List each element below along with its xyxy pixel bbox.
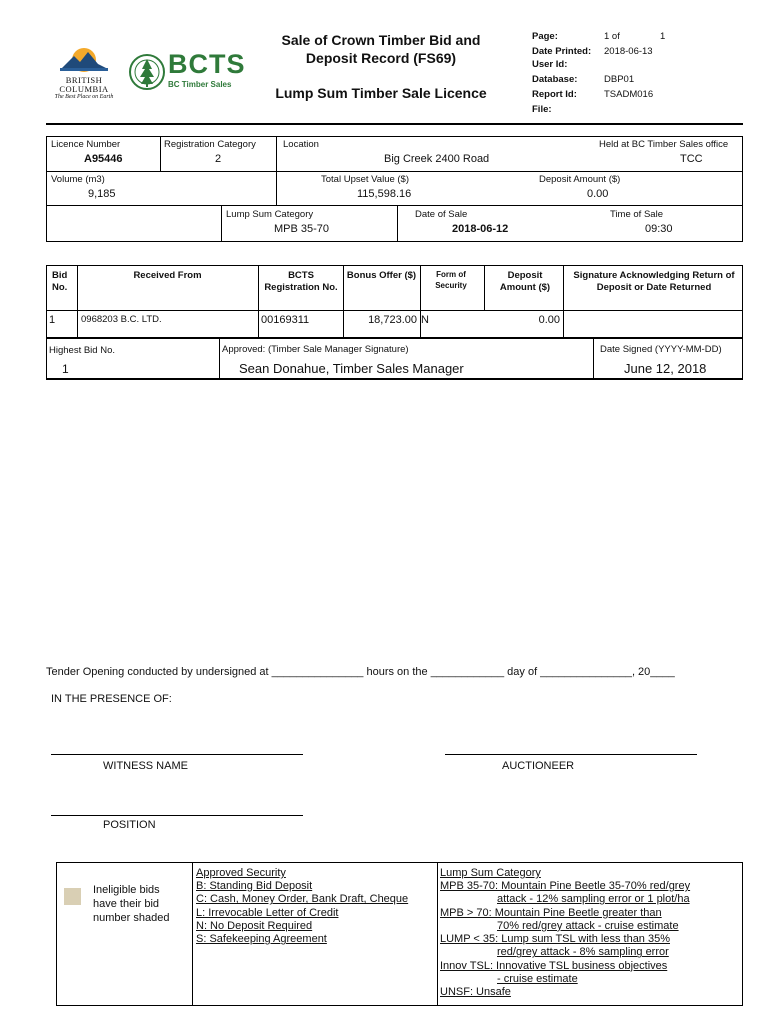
ineligible-note: Ineligible bids have their bid number shaded (93, 884, 170, 924)
report-label: Report Id: (532, 89, 577, 100)
user-label: User Id: (532, 59, 568, 70)
security-item: L: Irrevocable Letter of Credit (196, 906, 339, 919)
page-label: Page: (532, 31, 558, 42)
lump-line: Innov TSL: Innovative TSL business objectives (440, 959, 668, 972)
bids-col-divider-6 (484, 265, 485, 310)
approval-top-line (46, 338, 743, 339)
header-divider (46, 123, 743, 125)
volume-value: 9,185 (88, 188, 116, 200)
licence-number-label: Licence Number (51, 139, 121, 150)
auctioneer-signature-line[interactable] (445, 754, 697, 755)
approval-divider-1 (219, 338, 220, 379)
position-label: POSITION (103, 819, 156, 831)
witness-signature-line[interactable] (51, 754, 303, 755)
lump-sum-category-label: Lump Sum Category (226, 209, 314, 220)
location-value: Big Creek 2400 Road (384, 153, 490, 165)
file-label: File: (532, 104, 552, 115)
security-item: N: No Deposit Required (196, 919, 313, 932)
auctioneer-label: AUCTIONEER (502, 760, 575, 772)
report-value: TSADM016 (604, 89, 654, 100)
lump-line: red/grey attack - 8% sampling error (497, 946, 669, 959)
col-bid-no: Bid No. (52, 270, 68, 293)
printed-label: Date Printed: (532, 46, 592, 57)
licence-col-divider-b (276, 136, 277, 205)
witness-name-label: WITNESS NAME (103, 760, 188, 772)
upset-value-label: Total Upset Value ($) (321, 174, 410, 185)
bc-logo-line1: BRITISH (65, 75, 103, 85)
location-label: Location (283, 139, 319, 150)
licence-row-divider-1 (46, 171, 743, 172)
form-subtitle: Lump Sum Timber Sale Licence (275, 85, 487, 101)
form-title-line1: Sale of Crown Timber Bid and (281, 32, 481, 48)
bid-no-cell: 1 (49, 314, 56, 326)
bids-header-divider (46, 310, 743, 311)
tender-line: Tender Opening conducted by undersigned at _______________ hours on the ____________ day of _______________, 20____ (46, 666, 675, 678)
security-item: S: Safekeeping Agreement (196, 933, 327, 946)
reg-no-cell: 00169311 (261, 314, 310, 326)
date-of-sale-value: 2018-06-12 (452, 223, 509, 235)
lump-line: MPB > 70: Mountain Pine Beetle greater than (440, 906, 662, 919)
legend-divider-2 (437, 862, 438, 1006)
tree-seal-icon (128, 47, 166, 97)
approval-divider-right (742, 338, 743, 379)
presence-label: IN THE PRESENCE OF: (51, 693, 172, 705)
legend-divider-1 (192, 862, 193, 1006)
form-title-line2: Deposit Record (FS69) (305, 50, 457, 66)
office-label: Held at BC Timber Sales office (599, 139, 729, 150)
security-list (196, 880, 408, 946)
highest-bid-value: 1 (62, 362, 69, 376)
licence-col-divider-d (397, 205, 398, 242)
printed-value: 2018-06-13 (604, 46, 653, 57)
shaded-swatch (64, 888, 81, 905)
lump-line: LUMP < 35: Lump sum TSL with less than 35% (440, 933, 670, 946)
approved-signature: Sean Donahue, Timber Sales Manager (239, 361, 464, 376)
position-signature-line[interactable] (51, 815, 303, 816)
licence-number-value: A95446 (84, 153, 123, 165)
security-title: Approved Security (196, 867, 286, 879)
bcts-logo-text: BCTS (168, 49, 246, 79)
lump-title: Lump Sum Category (440, 867, 541, 879)
col-form-security: Form of Security (435, 270, 467, 290)
licence-col-divider-c (221, 205, 222, 242)
lump-line: 70% red/grey attack - cruise estimate (497, 919, 679, 932)
col-bcts-reg: BCTS Registration No. (264, 270, 338, 293)
security-item: C: Cash, Money Order, Bank Draft, Cheque (196, 893, 409, 906)
col-bonus-offer: Bonus Offer ($) (346, 270, 417, 281)
bcts-logo-sub: BC Timber Sales (168, 80, 232, 89)
date-of-sale-label: Date of Sale (415, 209, 468, 220)
deposit-cell: 0.00 (538, 314, 560, 326)
lump-sum-category-value: MPB 35-70 (274, 223, 330, 235)
time-of-sale-label: Time of Sale (610, 209, 663, 220)
form-cell: N (421, 314, 429, 326)
date-signed-label: Date Signed (YYYY-MM-DD) (600, 344, 722, 355)
deposit-amount-label: Deposit Amount ($) (539, 174, 621, 185)
bids-col-divider-2 (258, 265, 259, 338)
bids-col-divider-5 (563, 265, 564, 338)
bonus-cell: 18,723.00 (368, 314, 417, 326)
highest-bid-label: Highest Bid No. (49, 345, 116, 356)
bc-government-logo (48, 42, 120, 102)
page-total: 1 (660, 31, 666, 42)
lump-line: MPB 35-70: Mountain Pine Beetle 35-70% red/grey (440, 880, 691, 892)
office-value: TCC (680, 153, 703, 165)
bcts-logo (128, 47, 248, 99)
approval-divider-left (46, 338, 47, 379)
approval-bottom-line (46, 378, 743, 380)
col-signature: Signature Acknowledging Return of Deposit or Date Returned (573, 270, 735, 293)
volume-label: Volume (m3) (51, 174, 105, 185)
lump-line: - cruise estimate (497, 973, 578, 986)
sun-mountain-icon (48, 42, 120, 72)
col-received-from: Received From (133, 270, 202, 281)
lump-line: UNSF: Unsafe (440, 986, 511, 999)
bc-logo-tagline: The Best Place on Earth (54, 94, 114, 100)
bids-col-divider-4 (420, 265, 421, 338)
approved-label: Approved: (Timber Sale Manager Signature) (222, 344, 409, 355)
registration-category-value: 2 (214, 153, 222, 165)
deposit-amount-value: 0.00 (587, 188, 609, 200)
upset-value: 115,598.16 (357, 188, 412, 200)
time-of-sale-value: 09:30 (645, 223, 673, 235)
approval-divider-2 (593, 338, 594, 379)
licence-row-divider-2 (46, 205, 743, 206)
database-label: Database: (532, 74, 578, 85)
registration-category-label: Registration Category (164, 139, 256, 150)
page-value: 1 of (604, 31, 620, 42)
received-from-cell: 0968203 B.C. LTD. (81, 314, 162, 325)
lump-list (440, 880, 740, 1000)
security-item: B: Standing Bid Deposit (196, 880, 313, 892)
database-value: DBP01 (604, 74, 635, 85)
lump-line: attack - 12% sampling error or 1 plot/ha (497, 893, 690, 906)
col-deposit: Deposit Amount ($) (499, 270, 551, 293)
bc-logo-line2: COLUMBIA (59, 84, 109, 94)
date-signed-value: June 12, 2018 (624, 361, 707, 376)
